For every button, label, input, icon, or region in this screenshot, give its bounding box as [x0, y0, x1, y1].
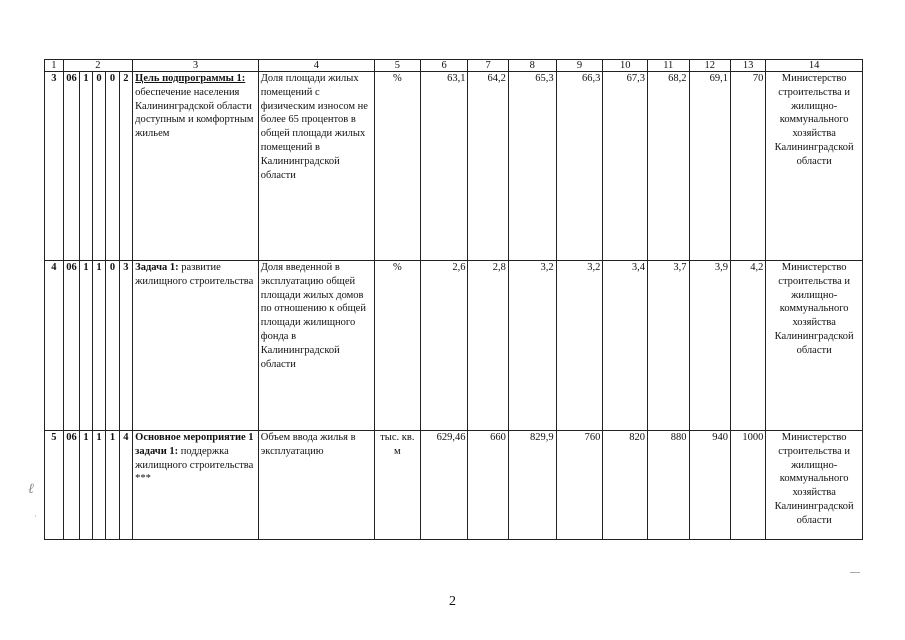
header-cell: 3 [133, 60, 259, 72]
task-title: Задача 1: [135, 262, 179, 273]
header-cell: 6 [420, 60, 468, 72]
table-row [45, 261, 863, 431]
value-cell: 4,2 [731, 261, 766, 431]
header-cell: 9 [556, 60, 603, 72]
row-number: 4 [45, 261, 64, 431]
code-cell: 3 [119, 261, 132, 431]
executor-cell: Министерство строительства и жилищно-коммунального хозяйства Калининградской области [766, 261, 863, 431]
value-cell: 3,9 [689, 261, 731, 431]
header-cell: 4 [258, 60, 374, 72]
code-cell: 1 [80, 431, 92, 540]
code-cell: 2 [119, 72, 132, 261]
activity-title: Основное мероприятие 1 задачи 1: [135, 432, 254, 457]
value-cell: 660 [468, 431, 508, 540]
value-cell: 829,9 [508, 431, 556, 540]
code-cell: 4 [119, 431, 132, 540]
code-cell: 0 [106, 261, 119, 431]
task-text: развитие жилищного строительства [135, 262, 254, 287]
task-name-cell [133, 261, 259, 431]
activity-name-cell [133, 431, 259, 540]
value-cell: 66,3 [556, 72, 603, 261]
executor-cell: Министерство строительства и жилищно-коммунального хозяйства Калининградской области [766, 431, 863, 540]
scan-mark: · [34, 512, 37, 521]
value-cell: 3,2 [556, 261, 603, 431]
header-cell: 2 [63, 60, 133, 72]
header-cell: 10 [603, 60, 648, 72]
code-cell: 1 [92, 431, 105, 540]
indicator-cell: Доля введенной в эксплуатацию общей площади жилых домов по отношению к общей площади жилищного фонда в Калининградской области [258, 261, 374, 431]
value-cell: 2,6 [420, 261, 468, 431]
table-row [45, 72, 863, 261]
value-cell: 3,4 [603, 261, 648, 431]
value-cell: 2,8 [468, 261, 508, 431]
header-cell: 1 [45, 60, 64, 72]
code-cell: 0 [92, 72, 105, 261]
unit-cell: тыс. кв. м [375, 431, 421, 540]
value-cell: 70 [731, 72, 766, 261]
value-cell: 69,1 [689, 72, 731, 261]
activity-text: поддержка жилищного строительства *** [135, 445, 254, 485]
value-cell: 629,46 [420, 431, 468, 540]
header-cell: 14 [766, 60, 863, 72]
value-cell: 940 [689, 431, 731, 540]
header-cell: 7 [468, 60, 508, 72]
indicators-table [44, 59, 863, 540]
page-number: 2 [449, 594, 456, 609]
code-cell: 1 [92, 261, 105, 431]
goal-name-cell [133, 72, 259, 261]
value-cell: 760 [556, 431, 603, 540]
value-cell: 880 [648, 431, 690, 540]
value-cell: 65,3 [508, 72, 556, 261]
header-cell: 12 [689, 60, 731, 72]
code-cell: 1 [80, 261, 92, 431]
code-cell: 06 [63, 72, 80, 261]
code-cell: 1 [80, 72, 92, 261]
code-cell: 06 [63, 261, 80, 431]
value-cell: 3,2 [508, 261, 556, 431]
indicator-cell: Объем ввода жилья в эксплуатацию [258, 431, 374, 540]
code-cell: 06 [63, 431, 80, 540]
scan-mark: ℓ [28, 482, 34, 497]
row-number: 5 [45, 431, 64, 540]
goal-title: Цель подпрограммы 1: [135, 73, 246, 84]
header-cell: 5 [375, 60, 421, 72]
header-cell: 13 [731, 60, 766, 72]
value-cell: 64,2 [468, 72, 508, 261]
value-cell: 3,7 [648, 261, 690, 431]
goal-text: обеспечение населения Калининградской области доступным и комфортным жильем [135, 86, 254, 140]
header-row [45, 60, 863, 72]
value-cell: 67,3 [603, 72, 648, 261]
code-cell: 1 [106, 431, 119, 540]
value-cell: 68,2 [648, 72, 690, 261]
value-cell: 63,1 [420, 72, 468, 261]
header-cell: 11 [648, 60, 690, 72]
executor-cell: Министерство строительства и жилищно-коммунального хозяйства Калининградской области [766, 72, 863, 261]
unit-cell: % [375, 72, 421, 261]
table-row [45, 431, 863, 540]
row-number: 3 [45, 72, 64, 261]
value-cell: 1000 [731, 431, 766, 540]
indicator-cell: Доля площади жилых помещений с физическим износом не более 65 процентов в общей площади жилых помещений в Калининградской области [258, 72, 374, 261]
scan-dash [850, 572, 860, 573]
unit-cell: % [375, 261, 421, 431]
code-cell: 0 [106, 72, 119, 261]
header-cell: 8 [508, 60, 556, 72]
value-cell: 820 [603, 431, 648, 540]
